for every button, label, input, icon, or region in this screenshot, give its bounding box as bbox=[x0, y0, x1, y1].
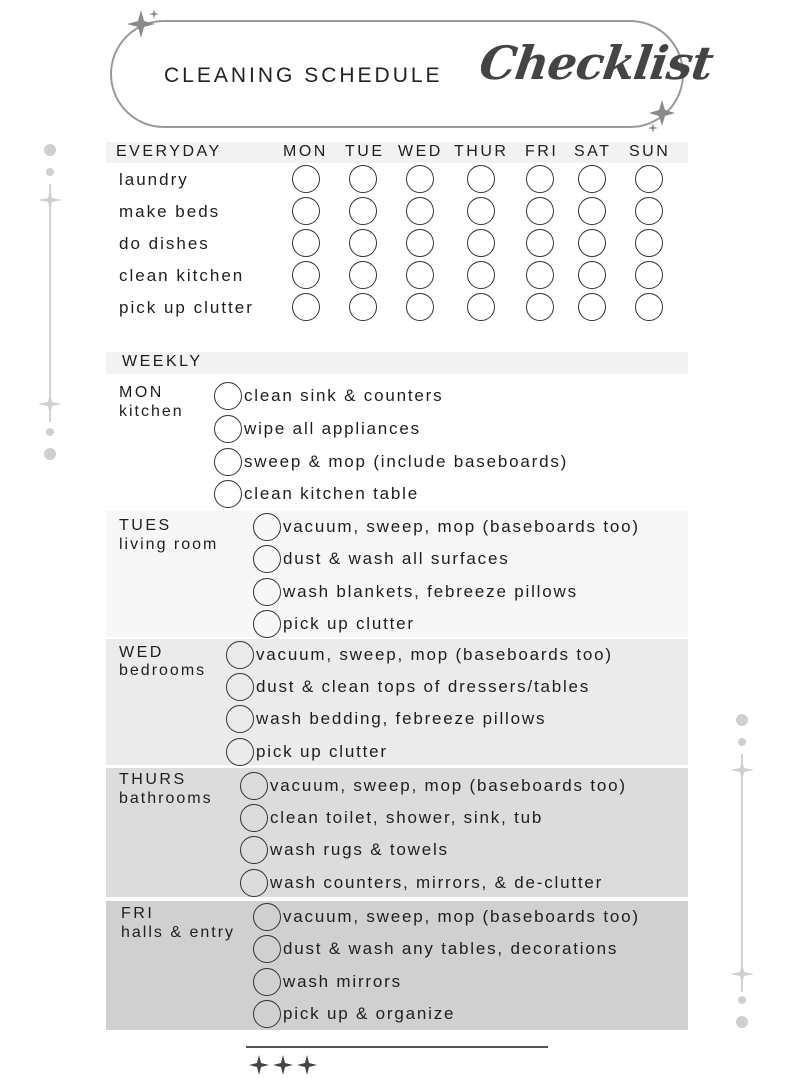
block-day: WED bbox=[119, 644, 164, 661]
checkbox[interactable] bbox=[253, 513, 281, 541]
checkbox-thur[interactable] bbox=[467, 197, 495, 225]
everyday-label: EVERYDAY bbox=[116, 143, 222, 160]
block-day: TUES bbox=[119, 517, 172, 534]
block-room: bedrooms bbox=[119, 662, 207, 679]
checkbox-mon[interactable] bbox=[292, 197, 320, 225]
checkbox-sat[interactable] bbox=[578, 197, 606, 225]
everyday-header bbox=[106, 142, 688, 163]
day-label-wed: WED bbox=[398, 143, 443, 160]
day-label-thur: THUR bbox=[454, 143, 509, 160]
checkbox-thur[interactable] bbox=[467, 261, 495, 289]
block-day: FRI bbox=[121, 905, 155, 922]
checkbox-tue[interactable] bbox=[349, 197, 377, 225]
footer-divider bbox=[246, 1046, 548, 1048]
checkbox[interactable] bbox=[240, 836, 268, 864]
checkbox[interactable] bbox=[253, 903, 281, 931]
checkbox-sun[interactable] bbox=[635, 197, 663, 225]
item-text: clean kitchen table bbox=[244, 484, 420, 503]
checkbox-tue[interactable] bbox=[349, 261, 377, 289]
item-text: wash blankets, febreeze pillows bbox=[283, 582, 578, 601]
task-name: laundry bbox=[119, 170, 189, 189]
checkbox-mon[interactable] bbox=[292, 229, 320, 257]
item-text: vacuum, sweep, mop (baseboards too) bbox=[256, 645, 613, 664]
item-text: wash bedding, febreeze pillows bbox=[256, 709, 547, 728]
block-room: kitchen bbox=[119, 403, 184, 420]
checkbox-fri[interactable] bbox=[526, 229, 554, 257]
item-text: wash counters, mirrors, & de-clutter bbox=[270, 873, 604, 892]
page-title: CLEANING SCHEDULE bbox=[164, 64, 443, 87]
block-room: halls & entry bbox=[121, 924, 236, 941]
item-text: clean toilet, shower, sink, tub bbox=[270, 808, 544, 827]
task-name: do dishes bbox=[119, 234, 210, 253]
footer-stars-icon bbox=[248, 1054, 320, 1076]
item-text: dust & wash all surfaces bbox=[283, 549, 510, 568]
checkbox-fri[interactable] bbox=[526, 197, 554, 225]
everyday-row-do-dishes bbox=[119, 229, 689, 261]
checkbox-fri[interactable] bbox=[526, 165, 554, 193]
day-label-mon: MON bbox=[283, 143, 328, 160]
checkbox-thur[interactable] bbox=[467, 293, 495, 321]
side-ornament-right bbox=[728, 710, 756, 1036]
day-label-fri: FRI bbox=[525, 143, 559, 160]
checkbox[interactable] bbox=[240, 772, 268, 800]
checkbox[interactable] bbox=[253, 545, 281, 573]
week-block-mon bbox=[106, 378, 688, 508]
item-text: dust & clean tops of dressers/tables bbox=[256, 677, 591, 696]
checkbox[interactable] bbox=[240, 804, 268, 832]
week-block-tues bbox=[106, 511, 688, 637]
item-text: pick up & organize bbox=[283, 1004, 456, 1023]
checkbox[interactable] bbox=[253, 610, 281, 638]
checkbox-sat[interactable] bbox=[578, 229, 606, 257]
checkbox-tue[interactable] bbox=[349, 165, 377, 193]
checkbox-thur[interactable] bbox=[467, 229, 495, 257]
checkbox-wed[interactable] bbox=[406, 293, 434, 321]
week-block-thurs bbox=[106, 768, 688, 897]
checkbox-fri[interactable] bbox=[526, 261, 554, 289]
checkbox[interactable] bbox=[253, 578, 281, 606]
block-room: bathrooms bbox=[119, 790, 213, 807]
checkbox-wed[interactable] bbox=[406, 197, 434, 225]
item-text: sweep & mop (include baseboards) bbox=[244, 452, 569, 471]
week-block-wed bbox=[106, 639, 688, 765]
checkbox-mon[interactable] bbox=[292, 165, 320, 193]
item-text: pick up clutter bbox=[283, 614, 415, 633]
checkbox-sun[interactable] bbox=[635, 165, 663, 193]
checkbox-mon[interactable] bbox=[292, 293, 320, 321]
checkbox-sun[interactable] bbox=[635, 293, 663, 321]
item-text: wash rugs & towels bbox=[270, 840, 449, 859]
weekly-label: WEEKLY bbox=[122, 353, 203, 370]
checkbox[interactable] bbox=[226, 673, 254, 701]
checkbox-fri[interactable] bbox=[526, 293, 554, 321]
checkbox-tue[interactable] bbox=[349, 229, 377, 257]
checkbox-sat[interactable] bbox=[578, 165, 606, 193]
checkbox[interactable] bbox=[214, 415, 242, 443]
day-label-sun: SUN bbox=[629, 143, 671, 160]
item-text: dust & wash any tables, decorations bbox=[283, 939, 619, 958]
task-name: make beds bbox=[119, 202, 221, 221]
weekly-header bbox=[106, 352, 688, 374]
checkbox[interactable] bbox=[214, 382, 242, 410]
task-name: clean kitchen bbox=[119, 266, 245, 285]
page-title-script: Checklist bbox=[476, 36, 717, 90]
checkbox[interactable] bbox=[240, 869, 268, 897]
checkbox[interactable] bbox=[226, 738, 254, 766]
week-block-fri bbox=[106, 901, 688, 1030]
checkbox[interactable] bbox=[253, 968, 281, 996]
checkbox[interactable] bbox=[214, 480, 242, 508]
everyday-row-laundry bbox=[119, 165, 689, 197]
block-room: living room bbox=[119, 536, 219, 553]
day-label-sat: SAT bbox=[574, 143, 612, 160]
checkbox-wed[interactable] bbox=[406, 261, 434, 289]
checkbox[interactable] bbox=[214, 448, 242, 476]
everyday-row-make-beds bbox=[119, 197, 689, 229]
item-text: vacuum, sweep, mop (baseboards too) bbox=[270, 776, 627, 795]
side-ornament-left bbox=[36, 140, 64, 466]
checkbox-mon[interactable] bbox=[292, 261, 320, 289]
day-label-tue: TUE bbox=[345, 143, 385, 160]
checkbox-wed[interactable] bbox=[406, 165, 434, 193]
block-day: THURS bbox=[119, 771, 187, 788]
checkbox-wed[interactable] bbox=[406, 229, 434, 257]
checkbox-sat[interactable] bbox=[578, 261, 606, 289]
checkbox[interactable] bbox=[253, 1000, 281, 1028]
sparkle-icon bbox=[640, 98, 680, 138]
checkbox-sun[interactable] bbox=[635, 229, 663, 257]
block-day: MON bbox=[119, 384, 164, 401]
checkbox-sat[interactable] bbox=[578, 293, 606, 321]
checkbox[interactable] bbox=[226, 705, 254, 733]
checkbox-thur[interactable] bbox=[467, 165, 495, 193]
checkbox[interactable] bbox=[226, 641, 254, 669]
everyday-row-pick-up-clutter bbox=[119, 293, 689, 325]
sparkle-icon bbox=[124, 6, 164, 46]
everyday-row-clean-kitchen bbox=[119, 261, 689, 293]
item-text: wipe all appliances bbox=[244, 419, 421, 438]
checkbox[interactable] bbox=[253, 935, 281, 963]
checkbox-tue[interactable] bbox=[349, 293, 377, 321]
item-text: wash mirrors bbox=[283, 972, 402, 991]
item-text: pick up clutter bbox=[256, 742, 388, 761]
item-text: clean sink & counters bbox=[244, 386, 444, 405]
item-text: vacuum, sweep, mop (baseboards too) bbox=[283, 517, 640, 536]
item-text: vacuum, sweep, mop (baseboards too) bbox=[283, 907, 640, 926]
task-name: pick up clutter bbox=[119, 298, 254, 317]
checkbox-sun[interactable] bbox=[635, 261, 663, 289]
